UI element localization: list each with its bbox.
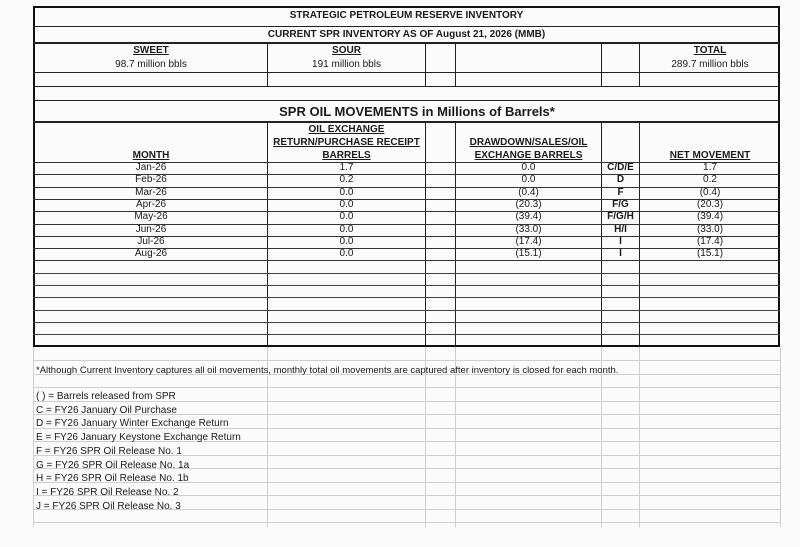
sour-label: SOUR <box>332 45 361 56</box>
movement-row-line <box>33 285 780 286</box>
legend-item: F = FY26 SPR Oil Release No. 1 <box>36 445 182 457</box>
grid-row-line <box>33 522 780 523</box>
footnote: *Although Current Inventory captures all oil movements, monthly total oil movements are captured after inventory is closed for each month. <box>36 365 619 376</box>
cell-exchange: 0.0 <box>339 236 354 247</box>
sweet-value: 98.7 million bbls <box>115 59 187 70</box>
legend-item: D = FY26 January Winter Exchange Return <box>36 418 229 430</box>
legend-item: E = FY26 January Keystone Exchange Return <box>36 432 241 444</box>
cell-drawdown: 0.0 <box>521 174 536 185</box>
cell-net: (20.3) <box>696 199 724 210</box>
movement-row-line <box>33 322 780 323</box>
col-header-month: MONTH <box>132 150 170 161</box>
cell-month: Aug-26 <box>134 248 168 259</box>
cell-month: May-26 <box>134 211 168 222</box>
cell-exchange: 0.0 <box>339 199 354 210</box>
total-label: TOTAL <box>693 45 727 56</box>
cell-drawdown: (15.1) <box>515 248 542 259</box>
cell-month: Jul-26 <box>137 236 165 247</box>
cell-code: F/G <box>612 199 629 210</box>
cell-net: (0.4) <box>699 187 721 198</box>
cell-month: Mar-26 <box>135 187 167 198</box>
legend-item: I = FY26 SPR Oil Release No. 2 <box>36 486 179 498</box>
movement-row-line <box>33 297 780 298</box>
total-value: 289.7 million bbls <box>671 59 749 70</box>
cell-exchange: 0.0 <box>339 211 354 222</box>
col-header-net: NET MOVEMENT <box>669 150 751 161</box>
cell-net: (39.4) <box>696 211 724 222</box>
cell-code: I <box>619 248 622 259</box>
cell-drawdown: (33.0) <box>515 224 542 235</box>
legend-item: J = FY26 SPR Oil Release No. 3 <box>36 500 181 512</box>
cell-net: (17.4) <box>696 236 724 247</box>
cell-net: (15.1) <box>696 248 724 259</box>
cell-month: Jun-26 <box>135 224 167 235</box>
grid-row-line <box>33 387 780 388</box>
sour-value: 191 million bbls <box>312 59 381 70</box>
cell-code: C/D/E <box>607 162 634 173</box>
movement-row-line <box>33 273 780 274</box>
cell-exchange: 0.0 <box>339 187 354 198</box>
movement-row-line <box>33 260 780 261</box>
movement-row-line <box>33 334 780 335</box>
cell-drawdown: (0.4) <box>518 187 539 198</box>
col-header-exchange-3: BARRELS <box>322 150 371 161</box>
cell-exchange: 1.7 <box>339 162 354 173</box>
grid-column-line <box>780 347 781 527</box>
cell-code: I <box>619 236 622 247</box>
cell-code: D <box>616 174 625 185</box>
legend-item: C = FY26 January Oil Purchase <box>36 404 177 416</box>
cell-code: F <box>617 187 624 198</box>
inventory-as-of-line <box>33 29 780 41</box>
cell-month: Jan-26 <box>135 162 167 173</box>
cell-drawdown: (39.4) <box>515 211 542 222</box>
grid-row-line <box>33 360 780 361</box>
sweet-label: SWEET <box>133 45 169 56</box>
cell-month: Apr-26 <box>135 199 166 210</box>
cell-net: (33.0) <box>696 224 724 235</box>
col-header-drawdown-1: DRAWDOWN/SALES/OIL <box>469 137 588 148</box>
legend-item: ( ) = Barrels released from SPR <box>36 391 176 402</box>
cell-drawdown: 0.0 <box>521 162 536 173</box>
cell-month: Feb-26 <box>135 174 167 185</box>
movement-row-line <box>33 310 780 311</box>
cell-code: F/G/H <box>607 211 634 222</box>
col-header-exchange-1: OIL EXCHANGE <box>308 124 385 135</box>
page-title: STRATEGIC PETROLEUM RESERVE INVENTORY <box>289 10 524 21</box>
legend-item: H = FY26 SPR Oil Release No. 1b <box>36 473 189 485</box>
inventory-as-of-date: August 21, 2026 (MMB) <box>435 29 546 40</box>
cell-drawdown: (17.4) <box>515 236 542 247</box>
cell-net: 1.7 <box>703 162 717 173</box>
col-header-exchange-2: RETURN/PURCHASE RECEIPT <box>273 137 420 148</box>
cell-net: 0.2 <box>703 174 717 185</box>
col-header-drawdown-2: EXCHANGE BARRELS <box>474 150 583 161</box>
cell-code: H/I <box>614 224 627 235</box>
legend-item: G = FY26 SPR Oil Release No. 1a <box>36 459 190 471</box>
cell-drawdown: (20.3) <box>515 199 542 210</box>
cell-exchange: 0.0 <box>339 224 354 235</box>
cell-exchange: 0.2 <box>339 174 354 185</box>
cell-exchange: 0.0 <box>339 248 354 259</box>
inventory-as-of-label: CURRENT SPR INVENTORY AS OF <box>267 29 434 40</box>
movements-title: SPR OIL MOVEMENTS in Millions of Barrels* <box>279 104 555 119</box>
